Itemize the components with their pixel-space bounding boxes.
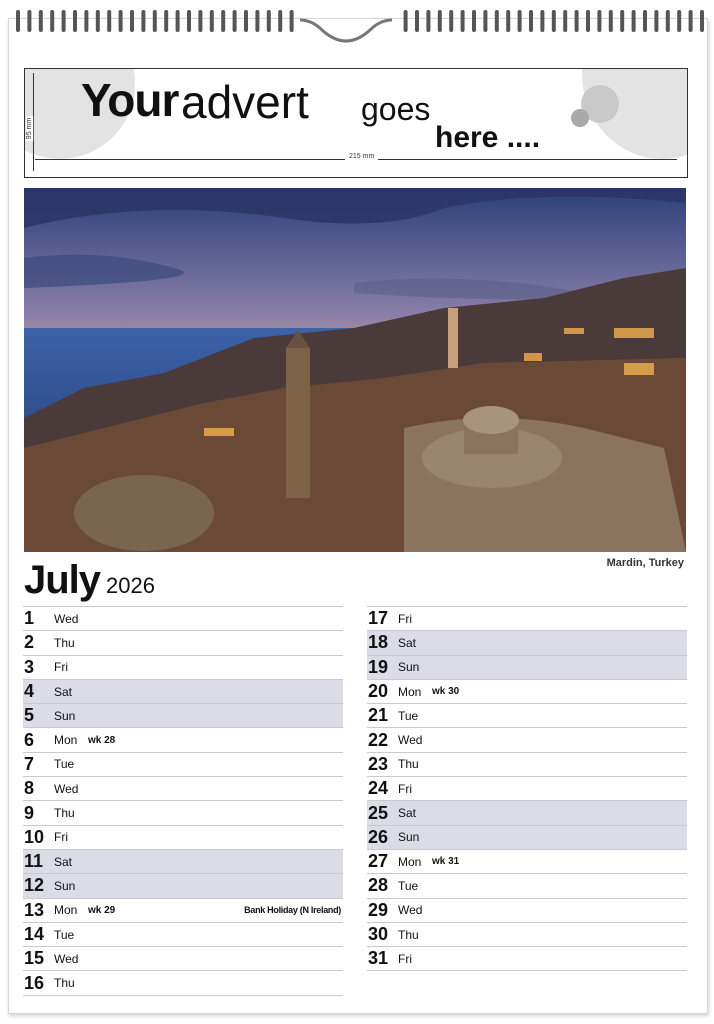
binding-coil	[654, 10, 658, 32]
binding-coil	[552, 10, 556, 32]
binding-coil	[449, 10, 453, 32]
binding-coil	[666, 10, 670, 32]
day-of-week: Wed	[54, 781, 79, 796]
day-of-week: Wed	[398, 733, 423, 748]
binding-coil	[39, 10, 43, 32]
binding-coil	[278, 10, 282, 32]
advert-word-goes: goes	[361, 91, 431, 127]
binding-coil	[119, 10, 123, 32]
day-number: 16	[24, 972, 45, 993]
binding-coil	[187, 10, 191, 32]
binding-coil	[164, 10, 168, 32]
binding-coil	[643, 10, 647, 32]
day-number: 1	[24, 608, 35, 629]
day-row	[367, 655, 687, 679]
day-of-week: Fri	[54, 830, 68, 845]
binding-coil	[244, 10, 248, 32]
day-of-week: Wed	[398, 903, 423, 918]
binding-coil	[255, 10, 259, 32]
day-of-week: Fri	[54, 660, 68, 675]
binding-coil	[16, 10, 20, 32]
day-number: 12	[24, 875, 45, 896]
binding-coil	[50, 10, 54, 32]
hanger-hook	[300, 20, 392, 41]
day-of-week: Wed	[54, 951, 79, 966]
advert-word-here: here ....	[435, 121, 541, 154]
day-number: 23	[368, 753, 389, 774]
day-number: 15	[24, 948, 45, 969]
day-number: 5	[24, 705, 35, 726]
day-number: 20	[368, 681, 389, 702]
day-number: 2	[24, 632, 35, 653]
wire-binding	[0, 0, 714, 48]
day-row	[23, 776, 343, 800]
day-of-week: Thu	[398, 927, 419, 942]
binding-coil	[609, 10, 613, 32]
day-row	[367, 800, 687, 824]
day-of-week: Sat	[54, 854, 73, 869]
day-row	[367, 630, 687, 654]
day-row	[367, 776, 687, 800]
day-of-week: Tue	[398, 878, 419, 893]
day-number: 30	[368, 924, 389, 944]
binding-coil	[461, 10, 465, 32]
advert-box	[24, 68, 688, 178]
day-row	[367, 679, 687, 703]
day-of-week: Sat	[398, 806, 417, 821]
binding-coil	[62, 10, 66, 32]
day-row	[23, 825, 343, 849]
day-row	[23, 679, 343, 703]
day-of-week: Thu	[54, 806, 75, 821]
day-row	[23, 946, 343, 970]
day-of-week: Sat	[54, 684, 73, 699]
photo-caption: Mardin, Turkey	[606, 557, 684, 569]
day-number: 13	[24, 899, 45, 920]
binding-coil	[518, 10, 522, 32]
day-row	[367, 703, 687, 727]
column-bottom-rule	[23, 995, 343, 996]
day-of-week: Thu	[54, 976, 75, 991]
binding-coil	[27, 10, 31, 32]
binding-coil	[586, 10, 590, 32]
day-row	[23, 703, 343, 727]
day-row	[367, 922, 687, 946]
binding-coil	[426, 10, 430, 32]
day-of-week: Mon	[54, 733, 78, 748]
month-title	[24, 558, 155, 603]
day-number: 21	[368, 705, 389, 726]
day-number: 25	[368, 802, 389, 823]
day-of-week: Fri	[398, 781, 412, 796]
day-row	[367, 825, 687, 849]
day-row	[23, 800, 343, 824]
day-row	[23, 630, 343, 654]
binding-coil	[529, 10, 533, 32]
width-dimension-label: 215 mm	[345, 153, 378, 160]
day-of-week: Fri	[398, 951, 412, 966]
binding-coil	[84, 10, 88, 32]
day-number: 18	[368, 632, 389, 653]
binding-coil	[438, 10, 442, 32]
binding-coil	[620, 10, 624, 32]
week-number: wk 31	[432, 856, 460, 868]
day-of-week: Tue	[398, 708, 419, 723]
day-of-week: Mon	[398, 854, 422, 869]
day-number: 4	[24, 681, 35, 702]
advert-word-advert: advert	[181, 76, 309, 128]
day-number: 10	[24, 826, 45, 847]
binding-coil	[540, 10, 544, 32]
day-row	[23, 873, 343, 897]
day-of-week: Sat	[398, 635, 417, 650]
column-bottom-rule	[367, 970, 687, 971]
binding-coil	[130, 10, 134, 32]
day-of-week: Mon	[54, 903, 78, 918]
binding-coil	[700, 10, 704, 32]
day-number: 26	[368, 826, 389, 847]
binding-coil	[677, 10, 681, 32]
landscape-photo	[24, 188, 686, 552]
binding-coil	[632, 10, 636, 32]
day-row	[367, 946, 687, 970]
day-number: 14	[24, 924, 45, 944]
binding-coil	[495, 10, 499, 32]
binding-coil	[107, 10, 111, 32]
day-number: 17	[368, 608, 389, 629]
week-number: wk 29	[88, 904, 116, 916]
binding-coil	[176, 10, 180, 32]
day-number: 6	[24, 729, 35, 750]
advert-decor-dot	[571, 109, 589, 127]
day-of-week: Tue	[54, 927, 75, 942]
day-of-week: Fri	[398, 611, 412, 626]
month-name: July	[24, 558, 101, 602]
day-row	[23, 898, 343, 922]
week-number: wk 28	[88, 734, 116, 746]
binding-coil	[563, 10, 567, 32]
days-column-right	[367, 606, 687, 971]
day-row	[23, 970, 343, 994]
day-number: 27	[368, 851, 389, 872]
day-row	[367, 873, 687, 897]
day-number: 19	[368, 656, 389, 677]
binding-coil	[73, 10, 77, 32]
day-number: 8	[24, 778, 35, 799]
day-row	[367, 606, 687, 630]
day-row	[23, 752, 343, 776]
day-of-week: Wed	[54, 611, 79, 626]
day-of-week: Thu	[54, 635, 75, 650]
binding-coil	[290, 10, 294, 32]
binding-coil	[689, 10, 693, 32]
day-row	[367, 727, 687, 751]
binding-coil	[483, 10, 487, 32]
day-row	[23, 727, 343, 751]
binding-coil	[472, 10, 476, 32]
day-of-week: Sun	[54, 878, 76, 893]
binding-coil	[210, 10, 214, 32]
day-number: 3	[24, 656, 35, 677]
days-column-left	[23, 606, 343, 996]
day-number: 11	[24, 851, 44, 872]
binding-coil	[575, 10, 579, 32]
binding-coil	[198, 10, 202, 32]
day-row	[23, 606, 343, 630]
binding-coil	[404, 10, 408, 32]
day-row	[23, 849, 343, 873]
day-of-week: Sun	[54, 708, 76, 723]
height-dimension-label: 95 mm	[26, 117, 34, 140]
binding-coil	[221, 10, 225, 32]
day-of-week: Thu	[398, 757, 419, 772]
day-row	[367, 849, 687, 873]
day-of-week: Tue	[54, 757, 75, 772]
day-number: 28	[368, 875, 389, 896]
day-number: 22	[368, 729, 389, 750]
day-number: 31	[368, 948, 389, 969]
day-of-week: Mon	[398, 684, 422, 699]
day-of-week: Sun	[398, 830, 420, 845]
binding-coil	[96, 10, 100, 32]
day-number: 9	[24, 802, 35, 823]
week-number: wk 30	[432, 686, 460, 698]
binding-coil	[506, 10, 510, 32]
binding-coil	[597, 10, 601, 32]
binding-coil	[267, 10, 271, 32]
month-year: 2026	[106, 573, 155, 598]
day-number: 24	[368, 778, 389, 799]
day-note: Bank Holiday (N Ireland)	[244, 905, 341, 916]
advert-word-your: Your	[81, 74, 179, 126]
binding-coil	[415, 10, 419, 32]
binding-coil	[233, 10, 237, 32]
day-of-week: Sun	[398, 660, 420, 675]
binding-coil	[141, 10, 145, 32]
day-number: 7	[24, 753, 35, 774]
day-row	[367, 898, 687, 922]
day-row	[23, 655, 343, 679]
day-row	[23, 922, 343, 946]
binding-coil	[153, 10, 157, 32]
day-number: 29	[368, 899, 389, 920]
day-row	[367, 752, 687, 776]
